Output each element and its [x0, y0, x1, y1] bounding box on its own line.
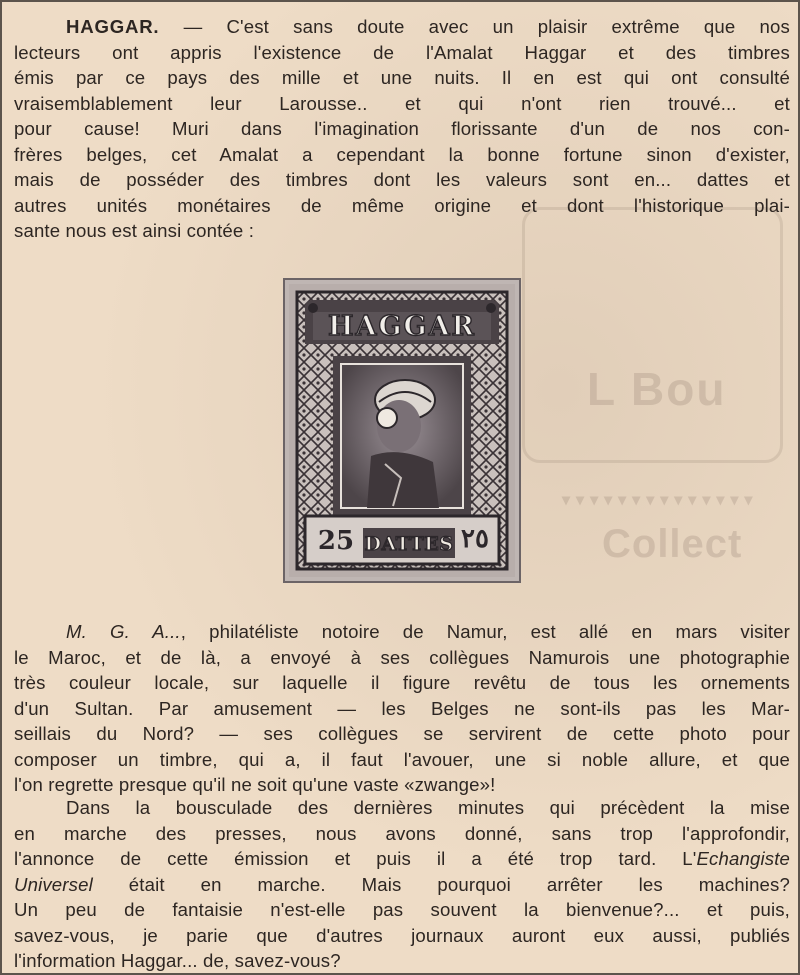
- show-through-text: Collect: [602, 522, 743, 566]
- article-heading: HAGGAR.: [66, 16, 160, 37]
- text-line: pour cause! Muri dans l'imagination florissante d'un de nos con-: [14, 118, 790, 139]
- paragraph-mga: [14, 619, 790, 798]
- stamp-value-arabic: ٢٥: [461, 524, 489, 554]
- text-line: émis par ce pays des mille et une nuits. Il en est qui ont consulté: [14, 67, 790, 88]
- text-line: vraisemblablement leur Larousse.. et qui n'ont rien trouvé... et: [14, 92, 790, 114]
- text-line: l'annonce de cette émission et puis il a été trop tard. L'Echangiste: [14, 848, 790, 869]
- text-line: mais de posséder des timbres dont les valeurs sont en... dattes et: [14, 169, 790, 190]
- publication-name: Echangiste: [696, 848, 790, 869]
- text-line: l'information Haggar... de, savez-vous?: [14, 950, 341, 971]
- publication-name: Universel: [14, 873, 93, 895]
- text-line: très couleur locale, sur laquelle il figure revêtu de tous les ornements: [14, 672, 790, 693]
- text-line: d'un Sultan. Par amusement — les Belges ne sont-ils pas les Mar-: [14, 697, 790, 719]
- text-line: en marche des presses, nous avons donné, sans trop l'approfondir,: [14, 822, 790, 844]
- text-line: sante nous est ainsi contée :: [14, 220, 255, 241]
- show-through-text: L Bou: [587, 363, 727, 415]
- text-line: Universel était en marche. Mais pourquoi arrêter les machines?: [14, 873, 790, 895]
- text-line: M. G. A..., philatéliste notoire de Namur, est allé en mars visiter: [66, 621, 790, 642]
- text-line: le Maroc, et de là, a envoyé à ses collègues Namurois une photographie: [14, 646, 790, 668]
- haggar-stamp-image: [283, 278, 521, 583]
- initials: M. G. A...: [66, 621, 181, 642]
- text-line: l'on regrette presque qu'il ne soit qu'une vaste «zwange»!: [14, 774, 496, 795]
- text-line: savez-vous, je parie que d'autres journaux auront eux aussi, publiés: [14, 924, 790, 946]
- stamp-title: HAGGAR: [328, 311, 476, 342]
- text-line: autres unités monétaires de même origine et dont l'historique plai-: [14, 194, 790, 216]
- text-line: Dans la bousculade des dernières minutes qui précèdent la mise: [66, 797, 790, 818]
- show-through-ornament: ▾▾▾▾▾▾▾▾▾▾▾▾▾▾: [562, 492, 759, 509]
- paragraph-bousculade: [14, 795, 790, 974]
- text-line: frères belges, cet Amalat a cependant la bonne fortune sinon d'exister,: [14, 143, 790, 165]
- text-line: composer un timbre, qui a, il faut l'avouer, une si noble allure, et que: [14, 748, 790, 770]
- stamp-currency: DATTES: [364, 533, 454, 555]
- text-line: lecteurs ont appris l'existence de l'Amalat Haggar et des timbres: [14, 41, 790, 63]
- paragraph-haggar-intro: [14, 14, 790, 244]
- text-line: Un peu de fantaisie n'est-elle pas souvent la bienvenue?... et puis,: [14, 899, 790, 920]
- show-through-frame: [522, 207, 783, 463]
- stamp-value: 25: [317, 526, 355, 556]
- text-line: seillais du Nord? — ses collègues se servirent de cette photo pour: [14, 723, 790, 744]
- text-line: HAGGAR. — C'est sans doute avec un plaisir extrême que nos: [66, 16, 790, 37]
